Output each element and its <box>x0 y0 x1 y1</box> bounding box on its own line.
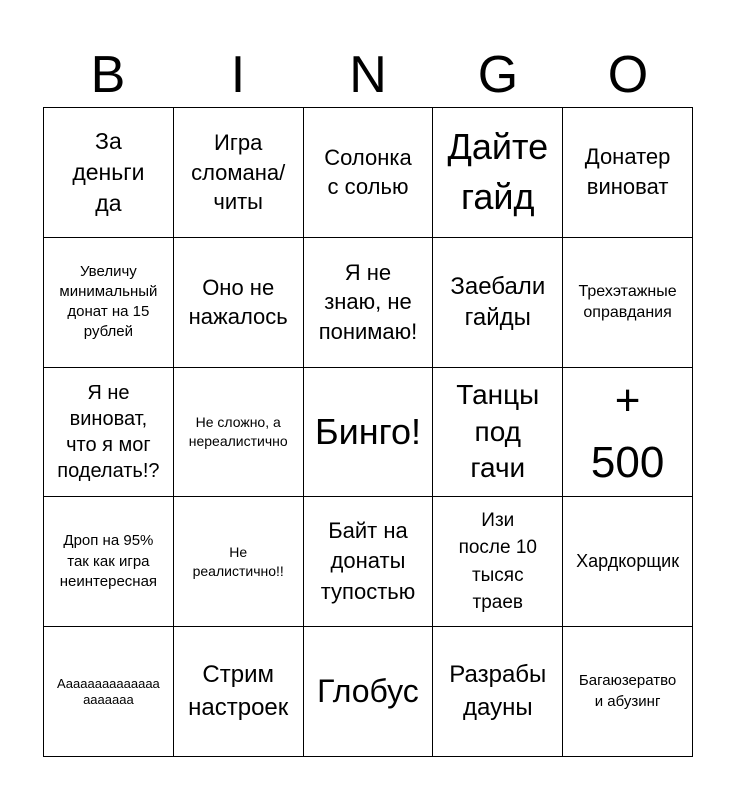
header-letter-g: G <box>477 46 519 104</box>
bingo-cell-r1c2[interactable]: Игра сломана/ читы <box>174 108 304 238</box>
bingo-cell-r1c5[interactable]: Донатер виноват <box>563 108 693 238</box>
bingo-cell-r3c4[interactable]: Танцы под гачи <box>433 368 563 498</box>
bingo-cell-r5c1[interactable]: Аааааааааааааа ааааааа <box>44 627 174 757</box>
bingo-cell-r4c4[interactable]: Изи после 10 тысяс траев <box>433 497 563 627</box>
bingo-cell-r1c1[interactable]: За деньги да <box>44 108 174 238</box>
bingo-cell-r1c4[interactable]: Дайте гайд <box>433 108 563 238</box>
bingo-cell-r5c4[interactable]: Разрабы дауны <box>433 627 563 757</box>
bingo-board <box>43 107 693 757</box>
bingo-cell-r4c5[interactable]: Хардкорщик <box>563 497 693 627</box>
header-letter-o: O <box>607 46 649 104</box>
header-letter-b: B <box>90 46 126 104</box>
bingo-cell-r4c3[interactable]: Байт на донаты тупостью <box>304 497 434 627</box>
bingo-cell-r1c3[interactable]: Солонка с солью <box>304 108 434 238</box>
bingo-cell-r5c2[interactable]: Стрим настроек <box>174 627 304 757</box>
bingo-cell-r5c3[interactable]: Глобус <box>304 627 434 757</box>
bingo-cell-r2c4[interactable]: Заебали гайды <box>433 238 563 368</box>
bingo-header <box>43 44 693 106</box>
bingo-cell-r5c5[interactable]: Багаюзератво и абузинг <box>563 627 693 757</box>
bingo-cell-r3c2[interactable]: Не сложно, а нереалистично <box>174 368 304 498</box>
bingo-cell-r3c3[interactable]: Бинго! <box>304 368 434 498</box>
bingo-cell-r4c2[interactable]: Не реалистично!! <box>174 497 304 627</box>
bingo-cell-r2c1[interactable]: Увеличу минимальный донат на 15 рублей <box>44 238 174 368</box>
bingo-cell-r2c3[interactable]: Я не знаю, не понимаю! <box>304 238 434 368</box>
bingo-cell-r2c2[interactable]: Оно не нажалось <box>174 238 304 368</box>
bingo-cell-r4c1[interactable]: Дроп на 95% так как игра неинтересная <box>44 497 174 627</box>
bingo-cell-r3c1[interactable]: Я не виноват, что я мог поделать!? <box>44 368 174 498</box>
bingo-cell-r2c5[interactable]: Трехэтажные оправдания <box>563 238 693 368</box>
header-letter-i: I <box>230 46 246 104</box>
bingo-cell-r3c5[interactable]: + 500 <box>563 368 693 498</box>
header-letter-n: N <box>349 46 387 104</box>
